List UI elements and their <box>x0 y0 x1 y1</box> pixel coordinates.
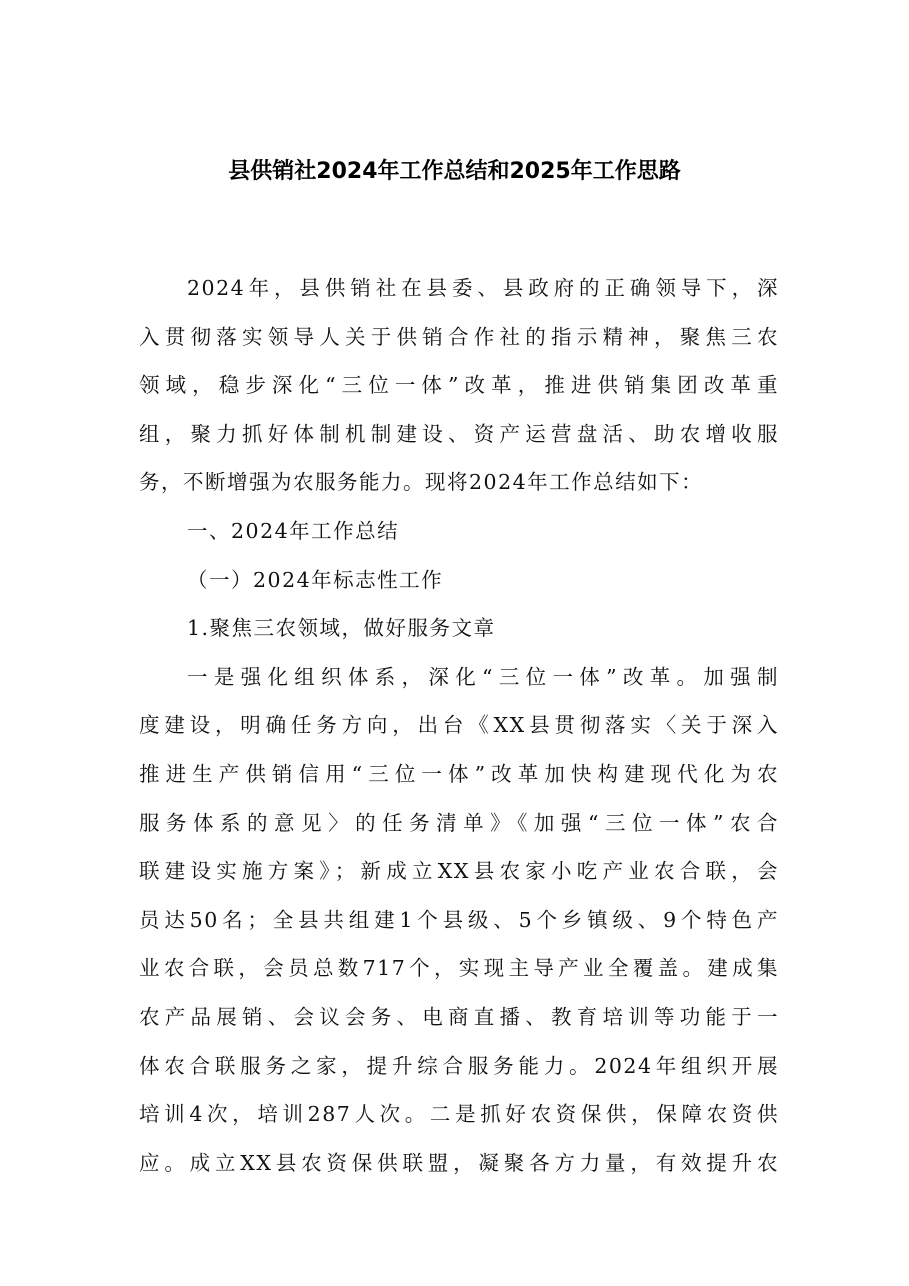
text-line: 入贯彻落实领导人关于供销合作社的指示精神，聚焦三农 <box>139 324 779 349</box>
text-line: 一是强化组织体系，深化“三位一体”改革。加强制 <box>187 664 779 689</box>
text-line: 农产品展销、会议会务、电商直播、教育培训等功能于一 <box>139 1004 779 1029</box>
text-line: 组，聚力抓好体制机制建设、资产运营盘活、助农增收服 <box>139 421 779 446</box>
text-line: 领域，稳步深化“三位一体”改革，推进供销集团改革重 <box>139 373 779 398</box>
text-line: 推进生产供销信用“三位一体”改革加快构建现代化为农 <box>139 761 779 786</box>
text-line: 体农合联服务之家，提升综合服务能力。2024年组织开展 <box>139 1053 779 1078</box>
text-line: 度建设，明确任务方向，出台《XX县贯彻落实〈关于深入 <box>139 713 779 738</box>
text-line: 务，不断增强为农服务能力。现将2024年工作总结如下： <box>139 470 704 495</box>
text-line: 应。成立XX县农资保供联盟，凝聚各方力量，有效提升农 <box>139 1150 779 1175</box>
text-line: 1.聚焦三农领域，做好服务文章 <box>187 616 496 641</box>
text-line: 联建设实施方案》；新成立XX县农家小吃产业农合联，会 <box>139 859 779 884</box>
text-line: 业农合联，会员总数717个，实现主导产业全覆盖。建成集 <box>139 956 779 981</box>
text-line: 培训4次，培训287人次。二是抓好农资保供，保障农资供 <box>139 1102 779 1127</box>
text-line: （一）2024年标志性工作 <box>187 567 444 592</box>
text-line: 2024年，县供销社在县委、县政府的正确领导下，深 <box>187 276 779 300</box>
text-line: 员达50名；全县共组建1个县级、5个乡镇级、9个特色产 <box>139 907 779 932</box>
document-title: 县供销社2024年工作总结和2025年工作思路 <box>228 159 681 184</box>
text-line: 一、2024年工作总结 <box>187 518 400 543</box>
text-line: 服务体系的意见〉的任务清单》《加强“三位一体”农合 <box>139 810 779 835</box>
document-body <box>139 264 779 1187</box>
